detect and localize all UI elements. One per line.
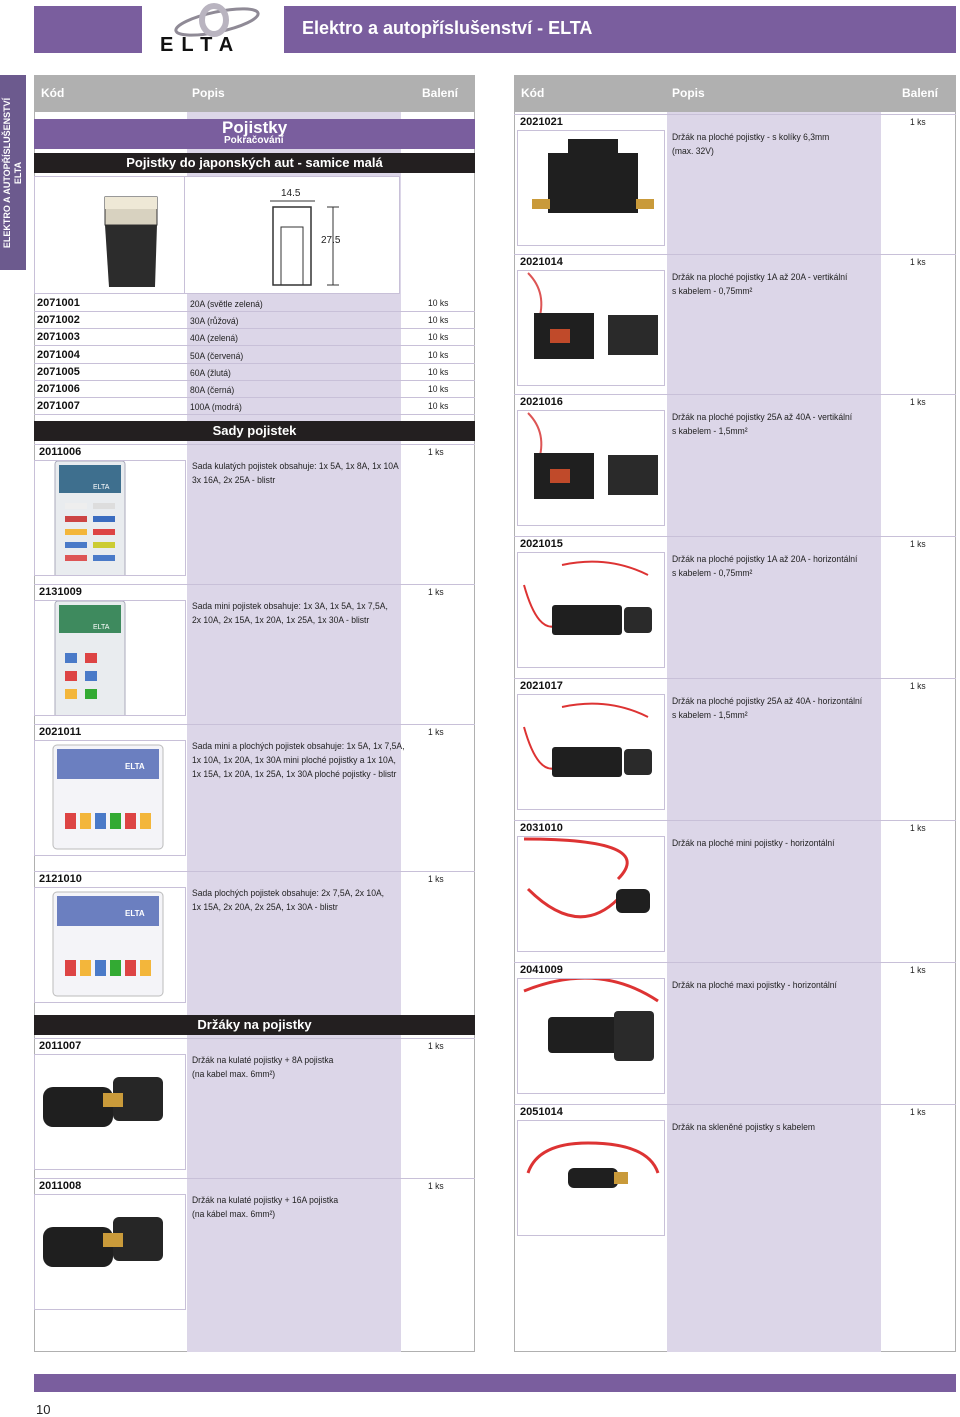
col-code-label: Kód — [41, 86, 65, 100]
round-fuse-holder-icon — [35, 1054, 185, 1170]
product-image — [34, 600, 186, 716]
row-divider — [514, 394, 956, 395]
table-row — [34, 584, 475, 720]
dim-height-label: 27.5 — [321, 235, 341, 246]
maxi-fuse-holder-icon — [518, 978, 665, 1094]
row-divider — [34, 584, 475, 585]
product-image — [34, 887, 186, 1003]
product-desc-line2: s kabelem - 0,75mm² — [672, 568, 753, 579]
product-code: 2071007 — [37, 400, 80, 413]
round-fuse-holder-icon — [35, 1194, 185, 1310]
glass-fuse-holder-icon — [518, 1120, 665, 1236]
product-desc-line1: Držák na ploché pojistky 25A až 40A - vertikální — [672, 412, 853, 423]
side-tab-line2: ELTA — [13, 161, 23, 184]
product-code: 2011006 — [39, 446, 82, 458]
product-pack: 1 ks — [428, 587, 444, 598]
product-pack: 1 ks — [910, 117, 926, 128]
product-code: 2021011 — [39, 726, 82, 738]
fuse-set-blister-icon — [35, 740, 185, 856]
blade-fuse-holder-horizontal-icon — [518, 552, 665, 668]
product-code: 2021021 — [520, 116, 563, 128]
product-code: 2041009 — [520, 964, 563, 976]
product-pack: 10 ks — [428, 401, 449, 413]
table-row — [514, 394, 956, 530]
table-row — [514, 254, 956, 390]
product-code: 2011008 — [39, 1180, 82, 1192]
col-pack-label-right: Balení — [902, 86, 939, 100]
blade-fuse-holder-vertical-icon — [518, 410, 665, 526]
product-code: 2071003 — [37, 331, 80, 344]
product-pack: 1 ks — [910, 257, 926, 268]
product-image — [517, 1120, 665, 1236]
table-row — [514, 678, 956, 814]
row-divider — [514, 678, 956, 679]
svg-text:ELTA: ELTA — [125, 762, 145, 771]
product-code: 2071005 — [37, 365, 80, 378]
table-row — [34, 313, 475, 329]
product-desc: 50A (červená) — [190, 350, 244, 362]
row-divider — [34, 871, 475, 872]
fuse-set-blister-icon — [35, 887, 185, 1003]
table-row — [34, 724, 475, 860]
table-row — [34, 1178, 475, 1314]
product-desc-line1: Držák na kulaté pojistky + 8A pojistka — [192, 1055, 334, 1066]
product-image — [517, 410, 665, 526]
svg-text:ELTA: ELTA — [93, 624, 110, 631]
header-left-bar — [34, 6, 142, 53]
product-image — [517, 130, 665, 246]
row-divider — [514, 962, 956, 963]
product-desc: 60A (žlutá) — [190, 367, 231, 379]
product-image — [517, 978, 665, 1094]
product-desc: 100A (modrá) — [190, 402, 242, 414]
table-row — [514, 1104, 956, 1240]
right-column-header — [515, 76, 955, 112]
product-pack: 1 ks — [910, 397, 926, 408]
section-fuse-sets: Sady pojistek — [34, 421, 475, 441]
product-desc-line2: (na kábel max. 6mm²) — [192, 1209, 276, 1220]
page-title: Pojistky — [222, 118, 288, 137]
product-pack: 1 ks — [428, 1181, 444, 1192]
table-row — [34, 348, 475, 364]
mini-fuse-holder-icon — [518, 836, 665, 952]
product-desc-line1: Držák na ploché pojistky 1A až 20A - horizontální — [672, 554, 858, 565]
title-bar — [34, 119, 475, 149]
svg-text:ELTA: ELTA — [93, 484, 110, 491]
product-code: 2011007 — [39, 1040, 82, 1052]
section-japanese-fuses: Pojistky do japonských aut - samice malá — [34, 153, 475, 173]
product-desc-line2: s kabelem - 0,75mm² — [672, 286, 753, 297]
product-desc-line1: Držák na ploché pojistky 1A až 20A - vertikální — [672, 272, 848, 283]
page-number: 10 — [36, 1402, 51, 1417]
product-pack: 1 ks — [910, 1107, 926, 1118]
product-pack: 1 ks — [910, 823, 926, 834]
row-divider — [34, 724, 475, 725]
product-code: 2021015 — [520, 538, 563, 550]
row-divider — [514, 536, 956, 537]
product-code: 2121010 — [39, 873, 82, 885]
product-desc-line1: Sada mini a plochých pojistek obsahuje: 1x 5A, 1x 7,5A, — [192, 741, 405, 752]
product-desc: 40A (zelená) — [190, 333, 239, 345]
product-code: 2021014 — [520, 256, 563, 268]
side-tab — [0, 75, 26, 270]
product-desc-line2: s kabelem - 1,5mm² — [672, 710, 748, 721]
product-desc-line1: Držák na ploché pojistky 25A až 40A - horizontální — [672, 696, 863, 707]
row-divider — [34, 1178, 475, 1179]
side-tab-text — [2, 97, 24, 247]
product-code: 2021016 — [520, 396, 563, 408]
product-code: 2131009 — [39, 586, 82, 598]
product-code: 2071006 — [37, 383, 80, 395]
product-desc-line2: (max. 32V) — [672, 146, 714, 157]
product-desc: 20A (světle zelená) — [190, 299, 263, 310]
product-desc-line1: Držák na ploché maxi pojistky - horizontální — [672, 980, 837, 991]
product-desc-line2: 2x 10A, 2x 15A, 1x 20A, 1x 25A, 1x 30A - blistr — [192, 615, 370, 626]
table-row — [514, 962, 956, 1098]
product-image — [517, 694, 665, 810]
blade-fuse-holder-horizontal-icon — [518, 694, 665, 810]
product-code: 2031010 — [520, 822, 563, 834]
product-pack: 10 ks — [428, 384, 449, 395]
product-pack: 10 ks — [428, 332, 449, 344]
blade-fuse-holder-vertical-icon — [518, 270, 665, 386]
product-pack: 1 ks — [428, 1041, 444, 1052]
product-code: 2071001 — [37, 297, 80, 309]
product-desc: 80A (černá) — [190, 385, 235, 396]
row-divider — [514, 254, 956, 255]
product-pack: 10 ks — [428, 315, 449, 327]
product-desc-line1: Sada mini pojistek obsahuje: 1x 3A, 1x 5A, 1x 7,5A, — [192, 601, 388, 612]
table-row — [514, 114, 956, 250]
row-divider — [514, 114, 956, 115]
product-code: 2021017 — [520, 680, 563, 692]
section-fuse-holders: Držáky na pojistky — [34, 1015, 475, 1035]
header-title: Elektro a autopříslušenství - ELTA — [302, 18, 593, 38]
left-column-header — [35, 76, 474, 112]
product-desc-line2: 3x 16A, 2x 25A - blistr — [192, 475, 276, 486]
product-image — [34, 1194, 186, 1310]
col-code-label-right: Kód — [521, 86, 545, 100]
product-desc-line1: Držák na ploché pojistky - s kolíky 6,3mm — [672, 132, 830, 143]
dim-width-label: 14.5 — [281, 188, 301, 199]
table-row — [514, 536, 956, 672]
fuse-dimension-drawing — [184, 176, 400, 294]
product-desc-line2: (na kabel max. 6mm²) — [192, 1069, 276, 1080]
product-code: 2071002 — [37, 314, 80, 327]
table-row — [34, 444, 475, 580]
table-row — [514, 820, 956, 956]
product-desc-line1: Sada plochých pojistek obsahuje: 2x 7,5A, 2x 10A, — [192, 888, 385, 899]
product-image — [34, 1054, 186, 1170]
product-desc-line1: Držák na ploché mini pojistky - horizontální — [672, 838, 835, 849]
product-desc-line1: Držák na kulaté pojistky + 16A pojistka — [192, 1195, 339, 1206]
product-image — [517, 552, 665, 668]
header-bar — [284, 6, 956, 53]
product-desc: 30A (růžová) — [190, 316, 239, 328]
table-row — [34, 382, 475, 398]
fuse-image — [34, 176, 186, 294]
product-desc-line3: 1x 15A, 1x 20A, 1x 25A, 1x 30A ploché pojistky - blistr — [192, 769, 397, 780]
product-pack: 1 ks — [428, 447, 444, 458]
table-row — [34, 365, 475, 381]
table-row — [34, 1038, 475, 1174]
product-pack: 1 ks — [910, 965, 926, 976]
row-divider — [34, 1038, 475, 1039]
logo — [142, 0, 284, 58]
col-desc-label: Popis — [192, 86, 225, 100]
product-desc-line2: 1x 15A, 2x 20A, 2x 25A, 1x 30A - blistr — [192, 902, 338, 913]
side-tab-line1: ELEKTRO A AUTOPŘÍSLUŠENSTVÍ — [2, 97, 12, 248]
logo-text: ELTA — [160, 34, 242, 56]
row-divider — [514, 1104, 956, 1105]
product-desc-line2: 1x 10A, 1x 20A, 1x 30A mini ploché pojistky a 1x 10A, — [192, 755, 396, 766]
page-subtitle: Pokračování — [224, 135, 284, 146]
product-code: 2071004 — [37, 348, 80, 361]
product-pack: 10 ks — [428, 366, 449, 378]
product-code: 2051014 — [520, 1106, 563, 1118]
table-row — [34, 296, 475, 312]
product-desc-line1: Držák na skleněné pojistky s kabelem — [672, 1122, 816, 1133]
product-pack: 1 ks — [428, 874, 444, 885]
product-image — [34, 460, 186, 576]
footer-bar — [34, 1374, 956, 1392]
product-image — [517, 270, 665, 386]
table-row — [34, 399, 475, 415]
blade-fuse-holder-pins-icon — [518, 130, 665, 246]
product-pack: 10 ks — [428, 349, 449, 361]
fuse-set-blister-icon — [35, 600, 145, 716]
product-pack: 1 ks — [428, 727, 444, 738]
product-desc-line1: Sada kulatých pojistek obsahuje: 1x 5A, 1x 8A, 1x 10A — [192, 461, 399, 472]
svg-text:ELTA: ELTA — [125, 909, 145, 918]
row-divider — [34, 444, 475, 445]
product-pack: 1 ks — [910, 681, 926, 692]
row-divider — [514, 820, 956, 821]
jcase-fuse-icon — [35, 177, 185, 293]
product-pack: 1 ks — [910, 539, 926, 550]
col-pack-label: Balení — [422, 86, 459, 100]
fuse-set-blister-icon — [35, 460, 145, 576]
product-image — [517, 836, 665, 952]
product-pack: 10 ks — [428, 298, 449, 309]
product-image — [34, 740, 186, 856]
table-row — [34, 871, 475, 1007]
table-row — [34, 330, 475, 346]
col-desc-label-right: Popis — [672, 86, 705, 100]
product-desc-line2: s kabelem - 1,5mm² — [672, 426, 748, 437]
